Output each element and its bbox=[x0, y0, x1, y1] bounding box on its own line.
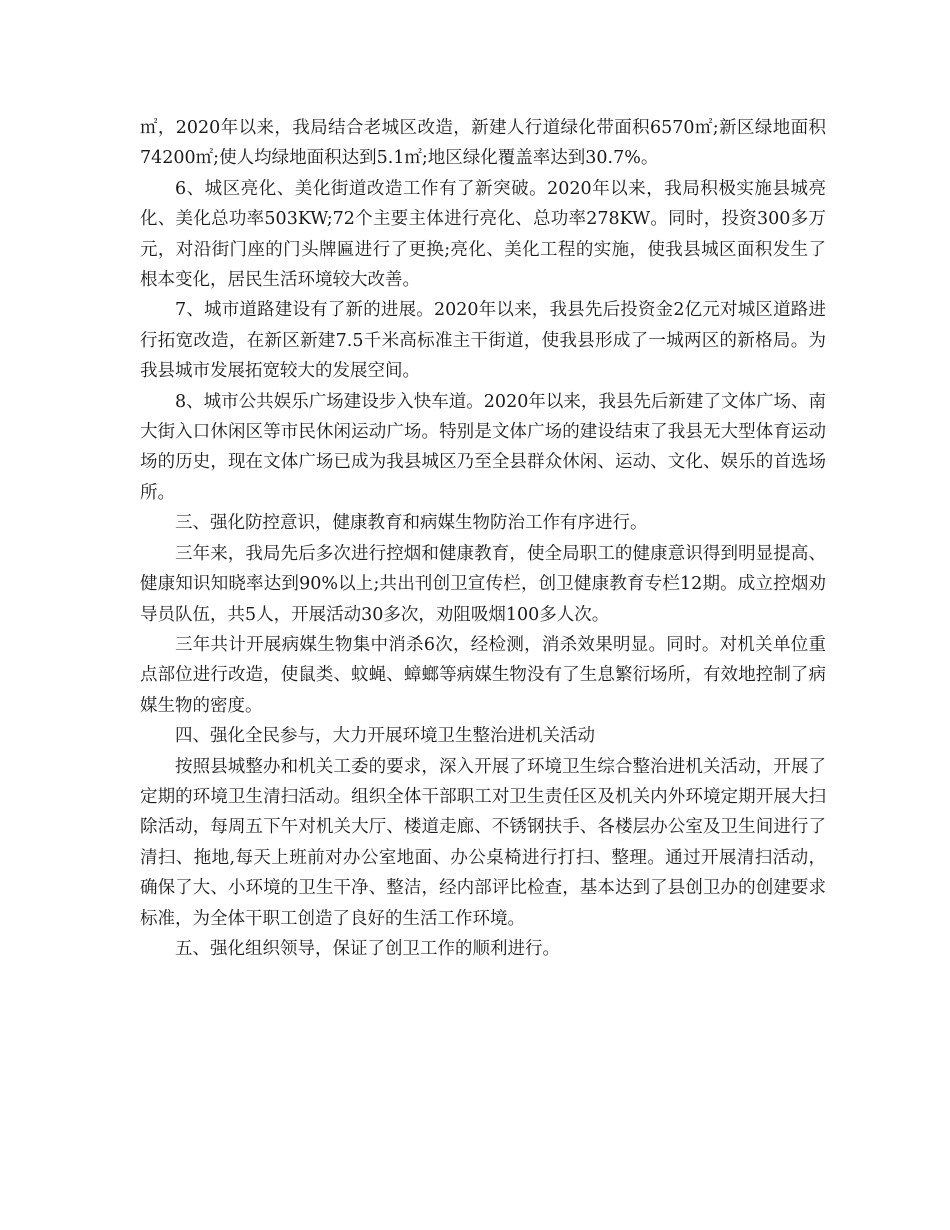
section-heading-four: 四、强化全民参与，大力开展环境卫生整治进机关活动 bbox=[175, 726, 595, 747]
section-heading-five: 五、强化组织领导，保证了创卫工作的顺利进行。 bbox=[175, 938, 560, 959]
section-heading-three: 三、强化防控意识，健康教育和病媒生物防治工作有序进行。 bbox=[175, 513, 648, 534]
paragraph-roads: 7、城市道路建设有了新的进展。2020年以来，我县先后投资金2亿元对城区道路进行拓宽改造，在新区新建7.5千米高标准主干街道，使我县形成了一城两区的新格局。为我县城市发展拓宽较大的发展空间。 bbox=[140, 300, 826, 382]
document-body bbox=[140, 113, 826, 964]
paragraph-greening-continuation: ㎡，2020年以来，我局结合老城区改造，新建人行道绿化带面积6570㎡;新区绿地面积74200㎡;使人均绿地面积达到5.1㎡;地区绿化覆盖率达到30.7%。 bbox=[140, 118, 826, 169]
paragraph-cleaning-activities: 按照县城整办和机关工委的要求，深入开展了环境卫生综合整治进机关活动，开展了定期的环境卫生清扫活动。组织全体干部职工对卫生责任区及机关内外环境定期开展大扫除活动，每周五下午对机关大厅、楼道走廊、不锈钢扶手、各楼层办公室及卫生间进行了清扫、拖地,每天上班前对办公室地面、办公桌椅进行打扫、整理。通过开展清扫活动，确保了大、小环境的卫生干净、整洁，经内部评比检查，基本达到了县创卫办的创建要求标准，为全体干职工创造了良好的生活工作环境。 bbox=[140, 756, 826, 929]
paragraph-health-education: 三年来，我局先后多次进行控烟和健康教育，使全局职工的健康意识得到明显提高、健康知识知晓率达到90%以上;共出刊创卫宣传栏，创卫健康教育专栏12期。成立控烟劝导员队伍，共5人，开展活动30多次，劝阻吸烟100多人次。 bbox=[140, 543, 826, 625]
paragraph-vector-control: 三年共计开展病媒生物集中消杀6次，经检测，消杀效果明显。同时。对机关单位重点部位进行改造，使鼠类、蚊蝇、蟑螂等病媒生物没有了生息繁衍场所，有效地控制了病媒生物的密度。 bbox=[140, 634, 826, 716]
paragraph-lighting: 6、城区亮化、美化街道改造工作有了新突破。2020年以来，我局积极实施县城亮化、美化总功率503KW;72个主要主体进行亮化、总功率278KW。同时，投资300多万元，对沿街门座的门头牌匾进行了更换;亮化、美化工程的实施，使我县城区面积发生了根本变化，居民生活环境较大改善。 bbox=[140, 178, 826, 291]
paragraph-plazas: 8、城市公共娱乐广场建设步入快车道。2020年以来，我县先后新建了文体广场、南大街入口休闲区等市民休闲运动广场。特别是文体广场的建设结束了我县无大型体育运动场的历史，现在文体广场已成为我县城区乃至全县群众休闲、运动、文化、娱乐的首选场所。 bbox=[140, 391, 826, 503]
